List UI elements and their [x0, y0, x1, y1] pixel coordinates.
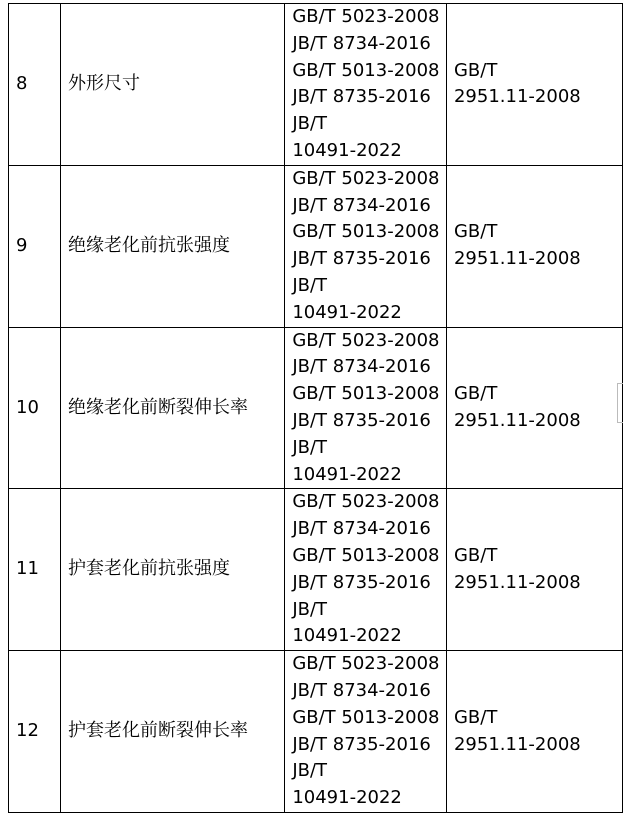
- standard-line: JB/T 8734-2016: [292, 32, 431, 54]
- test-method-cell: [446, 4, 622, 166]
- item-number: 11: [9, 489, 61, 651]
- standard-line: GB/T 5013-2008: [292, 221, 440, 243]
- standard-line: GB/T 5013-2008: [292, 383, 440, 405]
- standard-line: GB/T 5013-2008: [292, 59, 440, 81]
- standard-line: JB/T: [292, 760, 328, 782]
- standard-line: JB/T: [292, 436, 328, 458]
- standard-line: GB/T 5023-2008: [292, 6, 440, 27]
- standard-line: GB/T 5023-2008: [292, 167, 440, 189]
- test-method-line: GB/T: [453, 383, 498, 405]
- item-name: 绝缘老化前抗张强度: [60, 165, 284, 327]
- standard-line: GB/T 5013-2008: [292, 544, 440, 566]
- test-method-line: GB/T: [453, 706, 498, 728]
- item-name: 外形尺寸: [60, 4, 284, 166]
- standard-line: JB/T 8734-2016: [292, 679, 431, 701]
- table-row: [9, 651, 623, 813]
- standard-line: 10491-2022: [292, 463, 402, 485]
- standards-cell: [285, 489, 447, 651]
- test-method-line: 2951.11-2008: [453, 409, 581, 431]
- test-items-table: [8, 3, 623, 813]
- standard-line: JB/T: [292, 274, 328, 296]
- test-method-line: GB/T: [453, 544, 498, 566]
- test-method-line: 2951.11-2008: [453, 86, 581, 108]
- standard-line: GB/T 5023-2008: [292, 653, 440, 675]
- test-method-line: 2951.11-2008: [453, 571, 581, 593]
- item-name: 护套老化前抗张强度: [60, 489, 284, 651]
- test-method-cell: [446, 165, 622, 327]
- standard-line: 10491-2022: [292, 301, 402, 323]
- standard-line: JB/T: [292, 598, 328, 620]
- test-method-cell: [446, 489, 622, 651]
- standards-cell: [285, 4, 447, 166]
- test-method-line: GB/T: [453, 59, 498, 81]
- standard-line: JB/T: [292, 113, 328, 135]
- standard-line: JB/T 8735-2016: [292, 86, 431, 108]
- test-method-cell: [446, 651, 622, 813]
- item-number: 10: [9, 327, 61, 489]
- standards-cell: [285, 327, 447, 489]
- standard-line: 10491-2022: [292, 787, 402, 809]
- item-number: 8: [9, 4, 61, 166]
- standard-line: JB/T 8735-2016: [292, 409, 431, 431]
- standard-line: GB/T 5013-2008: [292, 706, 440, 728]
- standard-line: 10491-2022: [292, 139, 402, 161]
- test-method-line: 2951.11-2008: [453, 248, 581, 270]
- test-method-line: GB/T: [453, 221, 498, 243]
- table-row: [9, 327, 623, 489]
- table-row: [9, 4, 623, 166]
- standard-line: JB/T 8734-2016: [292, 356, 431, 378]
- standard-line: JB/T 8735-2016: [292, 248, 431, 270]
- standards-cell: [285, 165, 447, 327]
- standard-line: JB/T 8734-2016: [292, 518, 431, 540]
- standard-line: JB/T 8735-2016: [292, 571, 431, 593]
- test-method-line: 2951.11-2008: [453, 733, 581, 755]
- standards-cell: [285, 651, 447, 813]
- standard-line: GB/T 5023-2008: [292, 329, 440, 351]
- standard-line: 10491-2022: [292, 625, 402, 647]
- item-number: 12: [9, 651, 61, 813]
- item-number: 9: [9, 165, 61, 327]
- test-method-cell: [446, 327, 622, 489]
- item-name: 绝缘老化前断裂伸长率: [60, 327, 284, 489]
- table-row: [9, 165, 623, 327]
- table-edge-fragment: [617, 383, 623, 423]
- standard-line: GB/T 5023-2008: [292, 491, 440, 513]
- item-name: 护套老化前断裂伸长率: [60, 651, 284, 813]
- standard-line: JB/T 8735-2016: [292, 733, 431, 755]
- standard-line: JB/T 8734-2016: [292, 194, 431, 216]
- table-row: [9, 489, 623, 651]
